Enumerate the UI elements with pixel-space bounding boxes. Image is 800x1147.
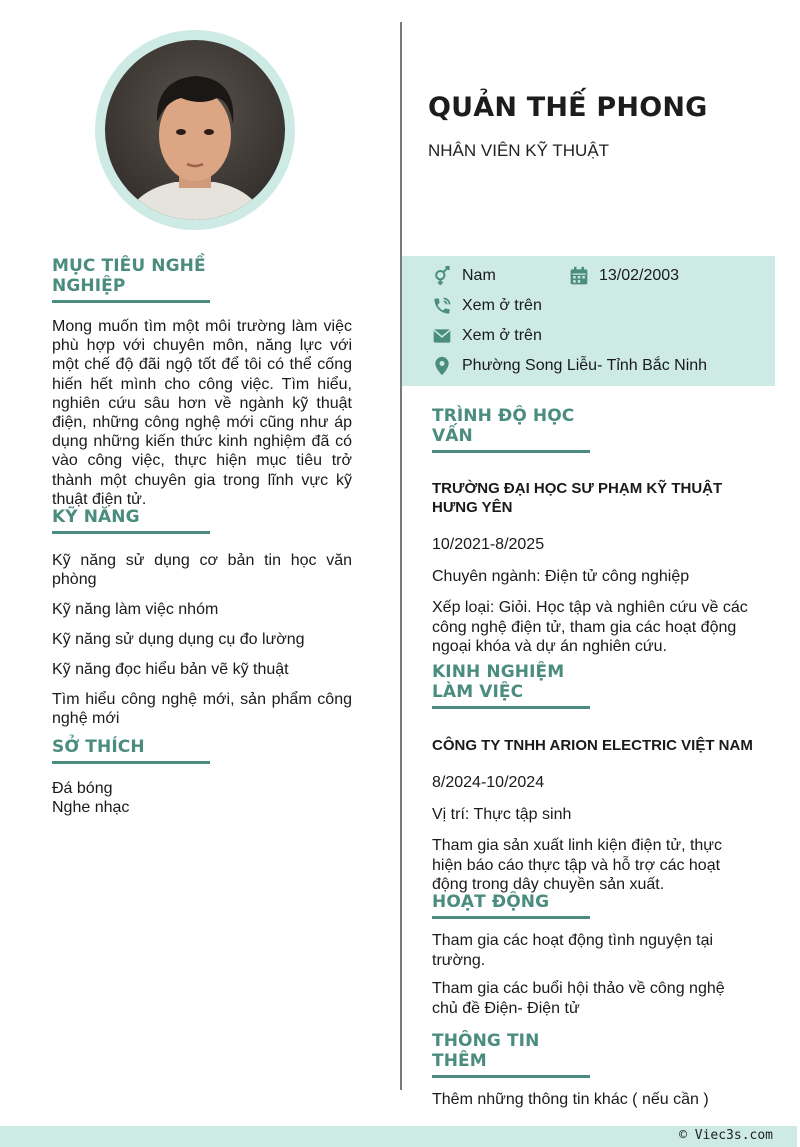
birthdate-value: 13/02/2003 xyxy=(599,267,680,284)
address-value: Phường Song Liễu- Tỉnh Bắc Ninh xyxy=(462,357,708,374)
objective-section xyxy=(52,256,352,509)
avatar-ring xyxy=(95,30,295,230)
education-section xyxy=(432,406,762,657)
skill-item: Kỹ năng đọc hiểu bản vẽ kỹ thuật xyxy=(52,661,289,678)
job-title: NHÂN VIÊN KỸ THUẬT xyxy=(428,141,610,160)
experience-heading: KINH NGHIỆM LÀM VIỆC xyxy=(432,662,590,709)
gender-row xyxy=(432,266,496,286)
address-row xyxy=(432,356,707,376)
objective-heading: MỤC TIÊU NGHỀ NGHIỆP xyxy=(52,256,210,303)
birthdate-row xyxy=(569,266,679,286)
objective-text: Mong muốn tìm một môi trường làm việc phù hợp với chuyên môn, năng lực với một chế độ đãi ngộ tốt để tôi có thể cống hiến hết mình cho công việc. Tìm hiểu, nghiên cứu sâu hơn về ngành kỹ thuật điện, những công nghệ mới cũng như áp dụng những kiến thức kinh nghiệm đã có vào công việc, thực hiện mục tiêu trở thành một chuyên gia trong lĩnh vực kỹ thuật điện tử. xyxy=(52,318,352,508)
activities-section xyxy=(432,892,762,1018)
education-period: 10/2021-8/2025 xyxy=(432,536,545,553)
education-description: Xếp loại: Giỏi. Học tập và nghiên cứu về các công nghệ điện tử, tham gia các hoạt động ngoại khóa và dự án nghiên cứu. xyxy=(432,599,748,655)
additional-heading: THÔNG TIN THÊM xyxy=(432,1031,590,1078)
skills-heading: KỸ NĂNG xyxy=(52,507,210,534)
skill-item: Kỹ năng sử dụng cơ bản tin học văn phòng xyxy=(52,552,352,588)
email-row xyxy=(432,326,542,346)
contact-panel xyxy=(402,256,775,386)
skill-item: Kỹ năng sử dụng dụng cụ đo lường xyxy=(52,631,305,648)
education-major: Chuyên ngành: Điện tử công nghiệp xyxy=(432,567,690,585)
skill-item: Tìm hiểu công nghệ mới, sản phẩm công nghệ mới xyxy=(52,691,352,727)
column-divider xyxy=(400,22,402,1090)
activity-item: Tham gia các buổi hội thảo về công nghệ chủ đề Điện- Điện tử xyxy=(432,980,725,1017)
phone-value: Xem ở trên xyxy=(462,297,542,314)
candidate-name: QUẢN THẾ PHONG xyxy=(428,92,708,123)
hobby-item: Nghe nhạc xyxy=(52,799,130,816)
gender-icon xyxy=(432,266,452,286)
additional-text: Thêm những thông tin khác ( nếu cần ) xyxy=(432,1091,709,1108)
calendar-icon xyxy=(569,266,589,286)
activity-item: Tham gia các hoạt động tình nguyện tại trường. xyxy=(432,932,714,969)
avatar xyxy=(105,40,285,220)
additional-section xyxy=(432,1031,762,1110)
school-name: TRƯỜNG ĐẠI HỌC SƯ PHẠM KỸ THUẬT HƯNG YÊN xyxy=(432,480,723,516)
experience-description: Tham gia sản xuất linh kiện điện tử, thực hiện báo cáo thực tập và hỗ trợ các hoạt động trong dây chuyền sản xuất. xyxy=(432,837,723,893)
gender-value: Nam xyxy=(462,267,496,284)
skills-section xyxy=(52,507,352,739)
hobbies-heading: SỞ THÍCH xyxy=(52,737,210,764)
education-heading: TRÌNH ĐỘ HỌC VẤN xyxy=(432,406,590,453)
envelope-icon xyxy=(432,326,452,346)
experience-position: Vị trí: Thực tập sinh xyxy=(432,805,572,823)
experience-period: 8/2024-10/2024 xyxy=(432,774,545,791)
phone-row xyxy=(432,296,542,316)
activities-heading: HOẠT ĐỘNG xyxy=(432,892,590,919)
location-pin-icon xyxy=(432,356,452,376)
skill-item: Kỹ năng làm việc nhóm xyxy=(52,601,219,618)
email-value: Xem ở trên xyxy=(462,327,542,344)
phone-icon xyxy=(432,296,452,316)
hobbies-section xyxy=(52,737,352,817)
footer-bar xyxy=(0,1126,797,1147)
copyright-text: © Viec3s.com xyxy=(679,1128,773,1143)
company-name: CÔNG TY TNHH ARION ELECTRIC VIỆT NAM xyxy=(432,737,753,754)
hobby-item: Đá bóng xyxy=(52,780,113,797)
experience-section xyxy=(432,662,762,895)
